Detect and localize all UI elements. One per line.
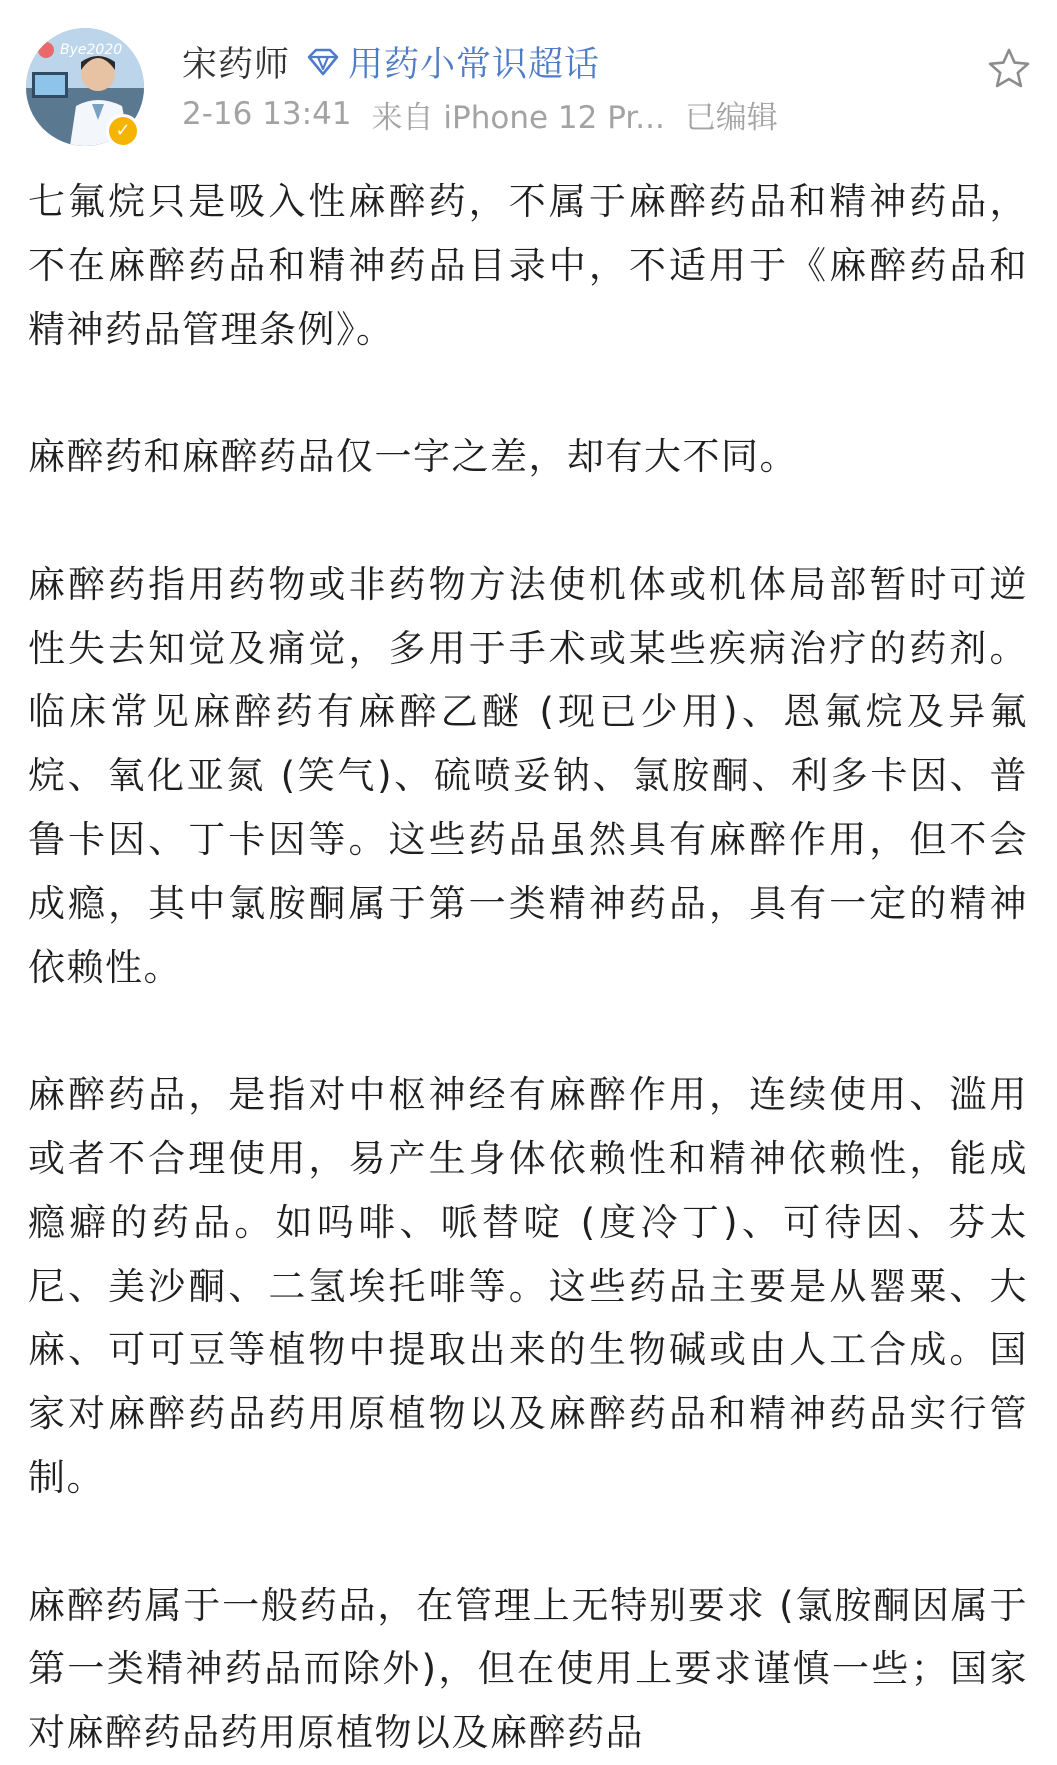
post-paragraph: 麻醉药和麻醉药品仅一字之差，却有大不同。 [28,435,798,479]
post-paragraph: 麻醉药品，是指对中枢神经有麻醉作用，连续使用、滥用或者不合理使用，易产生身体依赖性和精神依赖性，能成瘾癖的药品。如吗啡、哌替啶 (度冷丁)、可待因、芬太尼、美沙酮、二氢埃托啡等。这些药品主要是从罂粟、大麻、可可豆等植物中提取出来的生物碱或由人工合成。国家对麻醉药品药用原植物以及麻醉药品和精神药品实行管制。 [28,1073,1028,1499]
post-timestamp: 2-16 13:41 [182,96,352,132]
post-paragraph: 七氟烷只是吸入性麻醉药，不属于麻醉药品和精神药品，不在麻醉药品和精神药品目录中，不适用于《麻醉药品和精神药品管理条例》。 [28,180,1028,351]
avatar-caption: Bye2020 [60,42,123,58]
post-body [28,170,1028,1765]
post-meta [182,92,778,136]
edited-label[interactable]: 已编辑 [684,99,778,136]
post-paragraph: 麻醉药属于一般药品，在管理上无特别要求 (氯胺酮因属于第一类精神药品而除外)，但在使用上要求谨慎一些；国家对麻醉药品药用原植物以及麻醉药品 [28,1583,1028,1755]
post-header [0,0,1057,148]
author-name[interactable]: 宋药师 [182,45,291,85]
topic-link[interactable]: 用药小常识超话 [348,45,601,85]
post-paragraph: 麻醉药指用药物或非药物方法使机体或机体局部暂时可逆性失去知觉及痛觉，多用于手术或某些疾病治疗的药剂。临床常见麻醉药有麻醉乙醚 (现已少用)、恩氟烷及异氟烷、氧化亚氮 (笑气)、硫喷妥钠、氯胺酮、利多卡因、普鲁卡因、丁卡因等。这些药品虽然具有麻醉作用，但不会成瘾，其中氯胺酮属于第一类精神药品，具有一定的精神依赖性。 [28,562,1028,989]
star-outline-icon[interactable] [986,46,1032,92]
author-row [182,38,600,86]
diamond-icon [306,47,340,77]
post-source: 来自 iPhone 12 Pr... [371,99,665,136]
verified-badge [106,114,140,148]
verified-v-icon: ✓ [109,117,137,145]
